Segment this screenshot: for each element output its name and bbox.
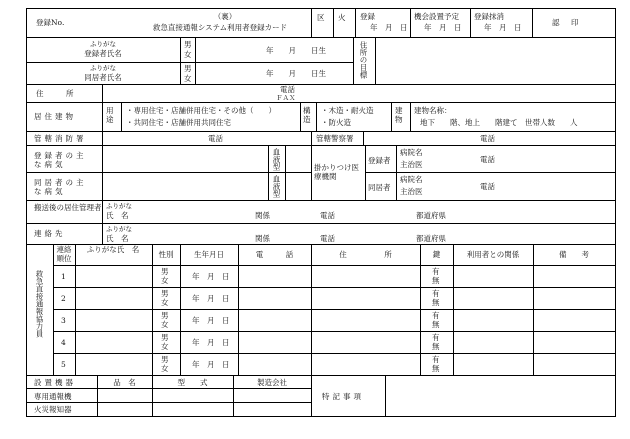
- contact-pref-label: 都道府県: [416, 234, 446, 243]
- clinic-cohabitant-label: 同居者: [368, 183, 391, 192]
- registrant-sex-male[interactable]: 男: [184, 40, 192, 49]
- contact-label: 連絡先: [34, 229, 66, 238]
- cohabitant-illness-label: 同居者の主な病気: [34, 178, 87, 196]
- use-option-1[interactable]: ・専用住宅・店舗併用住宅・その他（ ）: [126, 106, 276, 115]
- dedicated-device-label: 専用通報機: [34, 392, 72, 401]
- cooperators-side-label: 救急直接通報協力員: [35, 270, 44, 338]
- row-1-sex[interactable]: 男女: [161, 267, 169, 285]
- registrant-sex-female[interactable]: 女: [184, 50, 192, 59]
- registrant-dob[interactable]: 年 月 日生: [266, 46, 326, 55]
- structure-label: 構造: [303, 106, 311, 124]
- contact-tel-label: 電話: [320, 234, 335, 243]
- cohabitant-sex-female[interactable]: 女: [184, 74, 192, 83]
- registrant-hospital-tel-label: 電話: [480, 155, 495, 164]
- contact-name-label: 氏 名: [106, 234, 129, 243]
- reg-cancel-label: 登録抹消: [474, 12, 504, 21]
- residence-target-label: 住所の目標: [359, 41, 368, 79]
- address-tel-label: 電話: [280, 85, 295, 94]
- row-4-no: 4: [61, 338, 66, 347]
- equip-planned-label: 機会設置予定: [414, 12, 459, 21]
- manager-label: 搬送後の居住管理者: [34, 203, 102, 212]
- row-3-dob[interactable]: 年 月 日: [192, 316, 230, 325]
- reg-no-label: 登録No.: [36, 18, 65, 27]
- clinic-registrant-label: 登録者: [368, 156, 391, 165]
- equipment-maker-label: 製造会社: [257, 378, 287, 387]
- equip-planned-date[interactable]: 年 月 日: [424, 23, 462, 32]
- clinic-label: 掛かりつけ医療機関: [314, 163, 359, 181]
- police-tel-label: 電話: [480, 134, 495, 143]
- structure-option-2[interactable]: ・防火造: [321, 118, 351, 127]
- contact-furigana: ふりがな: [106, 225, 132, 233]
- fire-station-tel-label: 電話: [208, 134, 223, 143]
- row-2-sex[interactable]: 男女: [161, 289, 169, 307]
- cohabitant-sex-male[interactable]: 男: [184, 64, 192, 73]
- structure-option-1[interactable]: ・木造・耐火造: [321, 106, 374, 115]
- ward-label: 区: [317, 13, 325, 22]
- manager-relation-label: 関係: [255, 211, 270, 220]
- building-floors[interactable]: 地下 階、地上 階建て 世帯人数 人: [420, 118, 578, 127]
- col-key: 鍵: [432, 250, 441, 259]
- building-label: 居住建物: [34, 112, 76, 121]
- row-2-key[interactable]: 有無: [432, 289, 440, 307]
- address-label: 住 所: [36, 89, 74, 98]
- row-5-no: 5: [61, 360, 66, 369]
- row-1-dob[interactable]: 年 月 日: [192, 272, 230, 281]
- registrant-doctor-label: 主治医: [400, 160, 423, 169]
- bldg-label: 建物: [395, 106, 403, 124]
- cohabitant-dob[interactable]: 年 月 日生: [266, 69, 326, 78]
- special-notes-label: 特記事項: [322, 392, 364, 401]
- row-2-dob[interactable]: 年 月 日: [192, 294, 230, 303]
- use-label: 用途: [106, 106, 114, 124]
- registrant-hospital-label: 病院名: [400, 148, 423, 157]
- row-5-sex[interactable]: 男女: [161, 355, 169, 373]
- manager-pref-label: 都道府県: [416, 211, 446, 220]
- row-5-dob[interactable]: 年 月 日: [192, 360, 230, 369]
- registrant-name-label: 登録者氏名: [84, 49, 122, 58]
- manager-furigana: ふりがな: [106, 202, 132, 210]
- form-title: 救急直接通報システム利用者登録カード: [152, 23, 288, 32]
- registration-date[interactable]: 年 月 日: [370, 23, 408, 32]
- registrant-illness-label: 登録者の主な病気: [34, 151, 87, 169]
- registration-label: 登録: [360, 12, 375, 21]
- fire-alarm-label: 火災報知器: [34, 405, 72, 414]
- col-dob: 生年月日: [194, 250, 224, 259]
- equipment-label: 設置機器: [34, 378, 76, 387]
- equipment-model-label: 型 式: [177, 378, 208, 387]
- address-fax-label: ＦＡＸ: [276, 94, 296, 102]
- row-1-no: 1: [61, 272, 66, 281]
- col-name: ふりがな氏 名: [86, 245, 140, 254]
- row-4-dob[interactable]: 年 月 日: [192, 338, 230, 347]
- seal-stamp: 印: [571, 18, 579, 27]
- row-4-sex[interactable]: 男女: [161, 333, 169, 351]
- row-5-key[interactable]: 有無: [432, 355, 440, 373]
- fire-label: 火: [338, 13, 346, 22]
- approval-stamp: 認: [552, 18, 560, 27]
- col-relation: 利用者との関係: [466, 250, 520, 259]
- row-1-key[interactable]: 有無: [432, 267, 440, 285]
- reg-cancel-date[interactable]: 年 月 日: [484, 23, 522, 32]
- manager-tel-label: 電話: [320, 211, 335, 220]
- col-priority: 連絡順位: [56, 245, 72, 263]
- col-address: 住 所: [339, 250, 392, 259]
- col-sex: 性別: [158, 250, 174, 259]
- row-3-no: 3: [61, 316, 66, 325]
- row-3-sex[interactable]: 男女: [161, 311, 169, 329]
- row-3-key[interactable]: 有無: [432, 311, 440, 329]
- row-4-key[interactable]: 有無: [432, 333, 440, 351]
- use-option-2[interactable]: ・共同住宅・店舗併用共同住宅: [126, 118, 231, 127]
- building-name-label: 建物名称：: [414, 106, 452, 115]
- manager-name-label: 氏 名: [106, 211, 129, 220]
- back-side-label: （裏）: [213, 12, 237, 21]
- equipment-item-label: 品 名: [113, 378, 136, 387]
- cohabitant-doctor-label: 主治医: [400, 187, 423, 196]
- cohabitant-hospital-label: 病院名: [400, 175, 423, 184]
- contact-relation-label: 関係: [255, 234, 270, 243]
- cohabitant-blood-type-label: 血液型: [272, 175, 281, 198]
- row-2-no: 2: [61, 294, 66, 303]
- cohabitant-furigana: ふりがな: [90, 64, 116, 72]
- police-station-label: 管轄警察署: [316, 134, 354, 143]
- registrant-furigana: ふりがな: [90, 40, 116, 48]
- fire-station-label: 管轄消防署: [34, 134, 87, 143]
- cohabitant-name-label: 同居者氏名: [84, 73, 122, 82]
- col-tel: 電 話: [255, 250, 294, 259]
- registrant-blood-type-label: 血液型: [272, 148, 281, 171]
- cohabitant-hospital-tel-label: 電話: [480, 182, 495, 191]
- col-notes: 備 考: [559, 250, 589, 259]
